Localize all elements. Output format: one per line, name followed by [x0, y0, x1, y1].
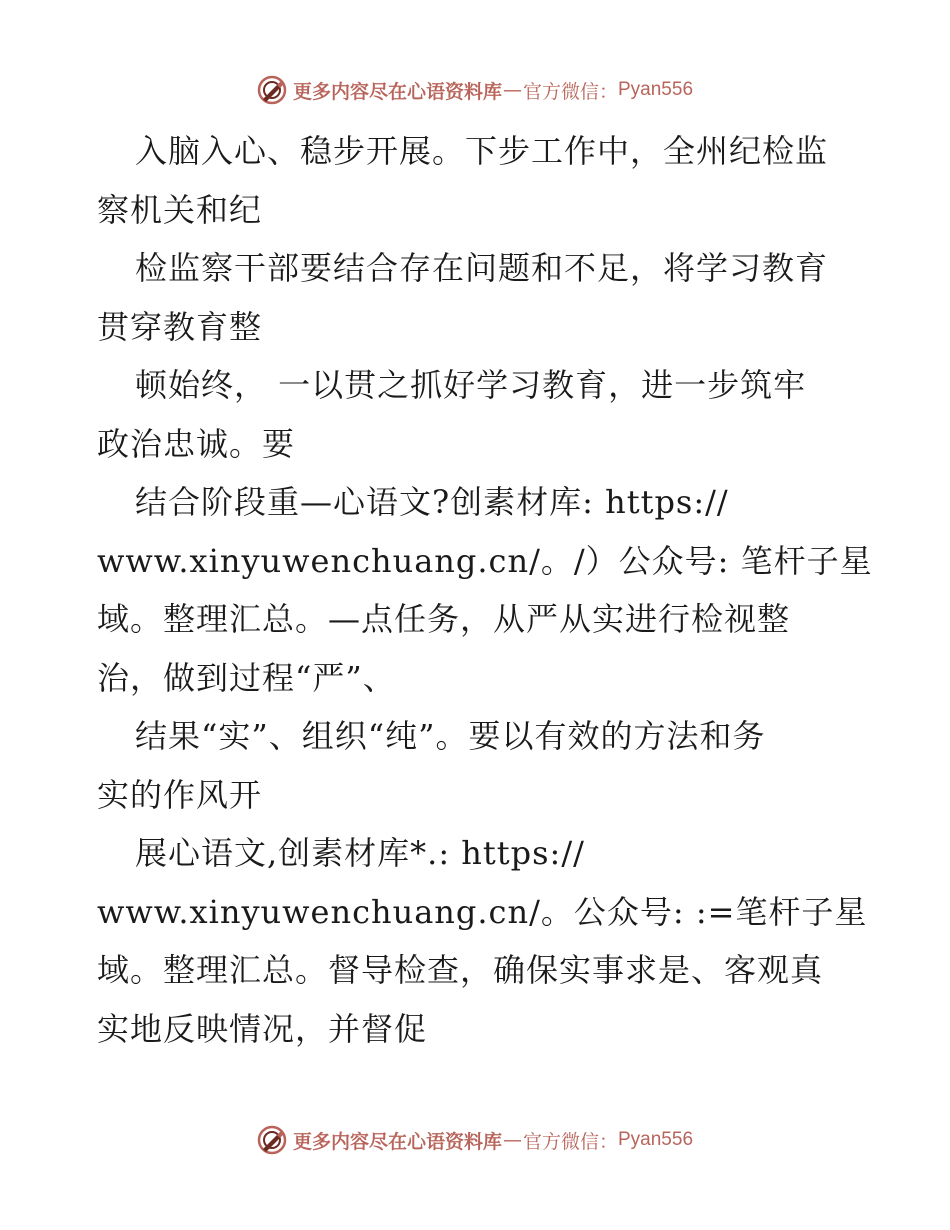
- pen-logo-icon: [257, 75, 287, 105]
- banner-wechat-label: 官方微信：: [522, 1130, 618, 1153]
- footer-banner: [0, 1120, 950, 1160]
- text-line: www.xinyuwenchuang.cn/。/）公众号: 笔杆子星: [97, 541, 873, 580]
- header-banner: [0, 70, 950, 110]
- text-line: 检监察干部要结合存在问题和不足，将学习教育: [135, 249, 829, 287]
- pen-logo-icon: [257, 1125, 287, 1155]
- banner-dash: —: [502, 79, 522, 101]
- banner-main-text: 更多内容尽在心语资料库: [292, 80, 502, 103]
- text-line: 实地反映情况，并督促: [97, 1009, 428, 1048]
- text-line: 展心语文,创素材库*.: https://: [135, 834, 585, 872]
- text-line: 察机关和纪: [97, 190, 263, 229]
- text-line: 域。整理汇总。督导检查，确保实事求是、客观真: [97, 951, 824, 989]
- text-line: 贯穿教育整: [97, 307, 263, 346]
- text-line: www.xinyuwenchuang.cn/。公众号: :=笔杆子星: [97, 892, 868, 931]
- text-line: 结果“实”、组织“纯”。要以有效的方法和务: [135, 717, 766, 755]
- text-line: 治，做到过程“严”、: [97, 658, 396, 697]
- text-line: 实的作风开: [97, 775, 263, 814]
- text-line: 顿始终， 一以贯之抓好学习教育，进一步筑牢: [135, 366, 807, 404]
- banner-wechat-id: Pyan556: [618, 1129, 694, 1150]
- text-line: 结合阶段重—心语文?创素材库: https://: [135, 483, 729, 521]
- text-line: 域。整理汇总。—点任务，从严从实进行检视整: [97, 600, 791, 638]
- banner-wechat-label: 官方微信：: [522, 80, 618, 103]
- text-line: 入脑入心、稳步开展。下步工作中，全州纪检监: [135, 132, 829, 170]
- banner-main-text: 更多内容尽在心语资料库: [292, 1130, 502, 1153]
- banner-dash: —: [502, 1129, 522, 1151]
- banner-wechat-id: Pyan556: [618, 79, 694, 100]
- text-line: 政治忠诚。要: [97, 424, 296, 463]
- document-body: [97, 122, 877, 1058]
